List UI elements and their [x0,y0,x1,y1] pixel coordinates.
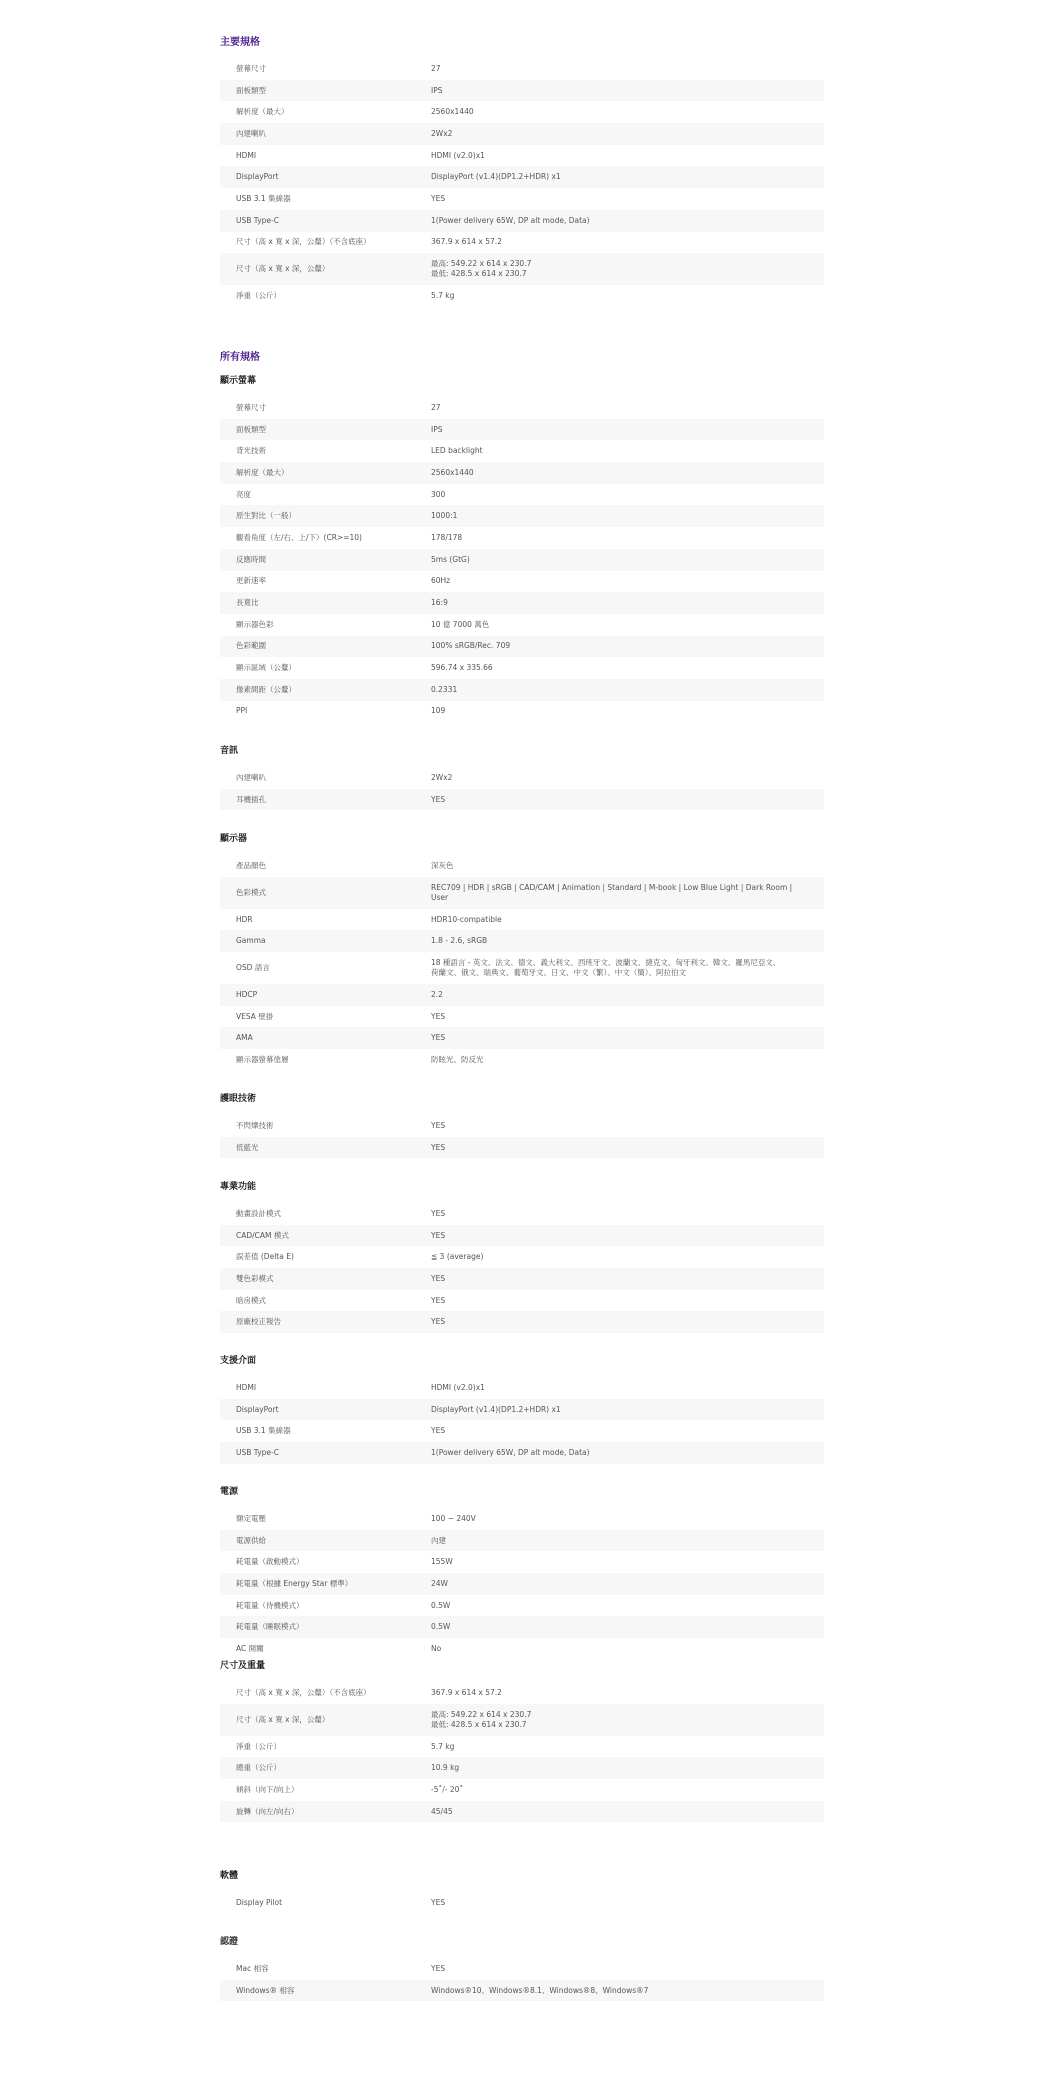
spec-table [220,1115,824,1158]
spec-row [220,1551,824,1573]
section-title: 顯示螢幕 [220,376,257,386]
spec-row [220,1442,824,1464]
spec-value: 155W [431,1557,453,1567]
spec-row [220,1290,824,1312]
section-title: 軟體 [220,1871,239,1881]
spec-table [220,1892,824,1914]
spec-row [220,952,824,984]
spec-value: 1(Power delivery 65W, DP alt mode, Data) [431,215,590,225]
spec-row [220,419,824,441]
spec-value: No [431,1643,442,1653]
spec-row [220,1757,824,1779]
spec-value: DisplayPort (v1.4)(DP1.2+HDR) x1 [431,1404,561,1414]
spec-label: 螢幕尺寸 [236,402,266,412]
spec-label: AMA [236,1033,253,1043]
spec-table [220,1377,824,1464]
spec-row [220,1573,824,1595]
spec-value: 0.5W [431,1622,451,1632]
spec-value [431,883,811,903]
spec-value: 防眩光、防反光 [431,1054,484,1064]
spec-value: IPS [431,424,443,434]
spec-label: 暗房模式 [236,1295,266,1305]
spec-row [220,527,824,549]
spec-row [220,58,824,80]
spec-label: 更新速率 [236,576,266,586]
spec-label: 尺寸（高 x 寬 x 深，公釐）（不含底座） [236,1687,371,1697]
spec-value: HDMI (v2.0)x1 [431,1382,485,1392]
spec-label: 像素間距（公釐） [236,684,296,694]
spec-label: HDMI [236,1382,257,1392]
spec-value: HDR10-compatible [431,914,502,924]
spec-row [220,877,824,909]
spec-value: 5.7 kg [431,291,455,301]
spec-row [220,80,824,102]
spec-label: DisplayPort [236,1404,279,1414]
spec-value: 1(Power delivery 65W, DP alt mode, Data) [431,1447,590,1457]
spec-label: 總重（公斤） [236,1763,281,1773]
spec-label: 雙色彩模式 [236,1273,274,1283]
spec-row [220,1377,824,1399]
spec-label: Windows® 相容 [236,1985,295,1995]
spec-value: 100 ~ 240V [431,1513,476,1523]
spec-table [220,1958,824,2001]
spec-table [220,1508,824,1660]
spec-value: 1000:1 [431,511,458,521]
spec-label: Display Pilot [236,1897,283,1907]
spec-value: 深灰色 [431,860,454,870]
spec-value: HDMI (v2.0)x1 [431,150,485,160]
spec-label: 顯示區域（公釐） [236,663,296,673]
spec-row [220,1311,824,1333]
spec-label: 面板類型 [236,424,266,434]
section-title: 尺寸及重量 [220,1661,266,1671]
spec-label: 不閃爍技術 [236,1120,274,1130]
spec-row [220,1682,824,1704]
section-title: 顯示器 [220,834,248,844]
spec-value: YES [431,1033,446,1043]
spec-row [220,1115,824,1137]
spec-table [220,1203,824,1333]
spec-label: 解析度（最大） [236,107,289,117]
spec-label: 內建喇叭 [236,128,266,138]
spec-value-line: 最低: 428.5 x 614 x 230.7 [431,1719,527,1729]
spec-label: 顯示器色彩 [236,619,274,629]
spec-label: VESA 壁掛 [236,1011,274,1021]
spec-row [220,855,824,877]
spec-value: 367.9 x 614 x 57.2 [431,1687,502,1697]
spec-value: YES [431,1011,446,1021]
spec-row [220,767,824,789]
spec-label: PPI [236,706,248,716]
spec-value: 109 [431,706,446,716]
spec-value: 100% sRGB/Rec. 709 [431,641,511,651]
spec-label: 尺寸（高 x 寬 x 深，公釐） [236,264,330,274]
spec-value: 300 [431,489,446,499]
spec-label: 耗電量（根據 Energy Star 標準） [236,1578,353,1588]
spec-value: 16:9 [431,598,448,608]
spec-label: HDMI [236,150,257,160]
spec-value: LED backlight [431,446,483,456]
spec-row [220,1027,824,1049]
spec-value: Windows®10、Windows®8.1、Windows®8、Windows®7 [431,1985,649,1995]
spec-row [220,930,824,952]
spec-row [220,701,824,723]
spec-row [220,1801,824,1823]
spec-row [220,1508,824,1530]
spec-value: 27 [431,402,441,412]
spec-label: 背光技術 [236,446,266,456]
spec-label: 耗電量（待機模式） [236,1600,304,1610]
spec-row [220,145,824,167]
spec-row [220,166,824,188]
spec-label: 原生對比（一般） [236,511,296,521]
spec-row [220,1892,824,1914]
spec-row [220,657,824,679]
spec-value: 27 [431,63,441,73]
spec-label: Mac 相容 [236,1963,269,1973]
spec-row [220,1616,824,1638]
spec-row [220,1006,824,1028]
spec-row [220,1049,824,1071]
spec-value: 2Wx2 [431,772,453,782]
spec-row [220,1268,824,1290]
spec-value: 596.74 x 335.66 [431,663,493,673]
spec-value: 2.2 [431,989,443,999]
spec-label: 淨重（公斤） [236,1741,281,1751]
spec-value: 5.7 kg [431,1741,455,1751]
spec-value: YES [431,1273,446,1283]
section-title: 專業功能 [220,1182,257,1192]
spec-label: DisplayPort [236,172,279,182]
spec-row [220,789,824,811]
spec-value: 0.5W [431,1600,451,1610]
spec-value: 178/178 [431,532,463,542]
spec-label: 原廠校正報告 [236,1317,281,1327]
spec-value-line: REC709 | HDR | sRGB | CAD/CAM | Animation | Standard | M-book | Low Blue Light | Dark Room | [431,882,793,892]
spec-label: 產品顏色 [236,860,266,870]
spec-value: 1.8 - 2.6, sRGB [431,936,488,946]
spec-row [220,101,824,123]
spec-value: IPS [431,85,443,95]
spec-row [220,1399,824,1421]
spec-label: 觀看角度（左/右、上/下）(CR>=10) [236,532,362,542]
spec-value: 2560x1440 [431,107,474,117]
spec-label: Gamma [236,936,266,946]
spec-label: USB 3.1 集線器 [236,193,291,203]
section-title: 電源 [220,1487,239,1497]
spec-label: 耳機插孔 [236,794,266,804]
spec-value: 2Wx2 [431,128,453,138]
spec-label: USB Type-C [236,1447,279,1457]
spec-label: 傾斜（向下/向上） [236,1784,299,1794]
spec-label: USB 3.1 集線器 [236,1426,291,1436]
spec-row [220,285,824,307]
spec-table [220,855,824,1071]
spec-label: 電源供給 [236,1535,266,1545]
section-title: 認證 [220,1937,239,1947]
spec-value: YES [431,1295,446,1305]
spec-row [220,232,824,254]
spec-label: 額定電壓 [236,1513,266,1523]
spec-value: YES [431,1208,446,1218]
spec-label: 色彩模式 [236,887,266,897]
section-title: 護眼技術 [220,1094,257,1104]
spec-label: 顯示器螢幕塗層 [236,1054,289,1064]
spec-row [220,1203,824,1225]
spec-value: YES [431,1230,446,1240]
spec-value: YES [431,1317,446,1327]
spec-label: 內建喇叭 [236,772,266,782]
spec-label: 動畫設計模式 [236,1208,281,1218]
section-title: 音訊 [220,746,239,756]
spec-row [220,592,824,614]
spec-label: USB Type-C [236,215,279,225]
spec-value: YES [431,1963,446,1973]
spec-value: YES [431,1897,446,1907]
spec-row [220,484,824,506]
spec-row [220,440,824,462]
spec-row [220,909,824,931]
spec-value: -5˚/- 20˚ [431,1784,464,1794]
spec-label: 低藍光 [236,1142,259,1152]
spec-label: 反應時間 [236,554,266,564]
spec-row [220,679,824,701]
spec-table [220,767,824,810]
spec-row [220,1595,824,1617]
spec-label: 耗電量（睡眠模式） [236,1622,304,1632]
key-specs-title: 主要規格 [220,37,260,48]
spec-value-line: 荷蘭文、俄文、瑞典文、葡萄牙文、日文、中文（繁）、中文（簡）、阿拉伯文 [431,968,686,978]
spec-value: 367.9 x 614 x 57.2 [431,237,502,247]
spec-value-line: 18 種語言 - 英文、法文、德文、義大利文、西班牙文、波蘭文、捷克文、匈牙利文、韓文、羅馬尼亞文、 [431,958,781,968]
spec-value: 內建 [431,1535,446,1545]
spec-table [220,397,824,722]
spec-label: 長寬比 [236,598,259,608]
spec-label: 耗電量（啟動模式） [236,1557,304,1567]
spec-label: 淨重（公斤） [236,291,281,301]
spec-label: 亮度 [236,489,251,499]
spec-value: 10 億 7000 萬色 [431,619,490,629]
spec-value: YES [431,1426,446,1436]
spec-row [220,549,824,571]
spec-label: 螢幕尺寸 [236,63,266,73]
spec-label: 尺寸（高 x 寬 x 深，公釐） [236,1714,330,1724]
spec-value [431,259,811,279]
spec-label: HDCP [236,989,258,999]
spec-row [220,1137,824,1159]
spec-row [220,397,824,419]
spec-value: 5ms (GtG) [431,554,470,564]
spec-row [220,505,824,527]
spec-value [431,1710,811,1730]
spec-row [220,636,824,658]
spec-label: 誤差值 (Delta E) [236,1252,294,1262]
spec-label: CAD/CAM 模式 [236,1230,289,1240]
spec-row [220,984,824,1006]
spec-value: 24W [431,1578,448,1588]
spec-row [220,571,824,593]
spec-value-line: 最低: 428.5 x 614 x 230.7 [431,269,527,279]
spec-value-line: 最高: 549.22 x 614 x 230.7 [431,1709,532,1719]
spec-row [220,123,824,145]
spec-label: 色彩範圍 [236,641,266,651]
spec-row [220,188,824,210]
spec-row [220,253,824,285]
spec-label: AC 開關 [236,1643,264,1653]
spec-label: 面板類型 [236,85,266,95]
spec-row [220,1225,824,1247]
spec-row [220,1530,824,1552]
spec-value: YES [431,193,446,203]
spec-row [220,1704,824,1736]
spec-row [220,1779,824,1801]
spec-value: ≦ 3 (average) [431,1252,484,1262]
all-specs-title: 所有規格 [220,352,260,363]
spec-value: 60Hz [431,576,451,586]
spec-value: 10.9 kg [431,1763,460,1773]
spec-label: 解析度（最大） [236,467,289,477]
spec-row [220,1246,824,1268]
spec-label: 旋轉（向左/向右） [236,1806,299,1816]
spec-label: HDR [236,914,253,924]
spec-row [220,210,824,232]
spec-value [431,958,811,978]
spec-value: 0.2331 [431,684,458,694]
spec-value: 2560x1440 [431,467,474,477]
section-title: 支援介面 [220,1356,257,1366]
spec-value: 45/45 [431,1806,453,1816]
spec-row [220,1420,824,1442]
spec-label: OSD 語言 [236,963,270,973]
spec-row [220,1736,824,1758]
spec-table [220,1682,824,1822]
spec-value: YES [431,1142,446,1152]
spec-value: YES [431,1120,446,1130]
spec-row [220,1980,824,2002]
spec-row [220,1958,824,1980]
spec-value: YES [431,794,446,804]
spec-row [220,614,824,636]
spec-value: DisplayPort (v1.4)(DP1.2+HDR) x1 [431,172,561,182]
spec-row [220,462,824,484]
spec-value-line: 最高: 549.22 x 614 x 230.7 [431,259,532,269]
spec-label: 尺寸（高 x 寬 x 深，公釐）（不含底座） [236,237,371,247]
spec-row [220,1638,824,1660]
spec-value-line: User [431,892,449,902]
spec-table [220,58,824,307]
